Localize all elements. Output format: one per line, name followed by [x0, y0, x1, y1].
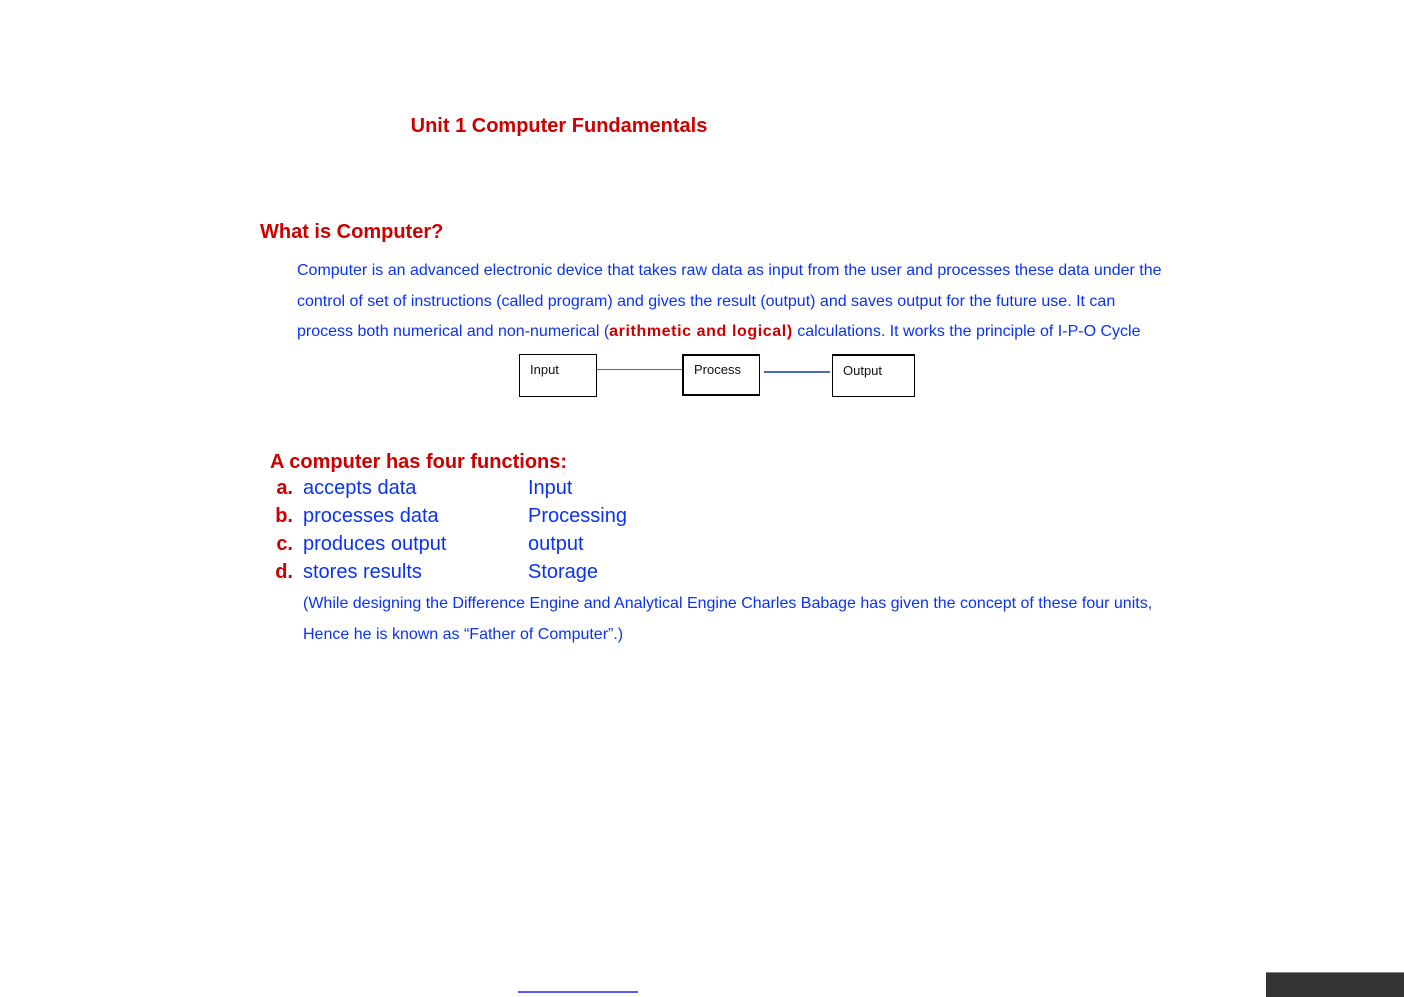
item-desc: stores results [303, 561, 422, 584]
list-item [275, 558, 1160, 586]
ipo-diagram [260, 354, 1160, 400]
list-item [275, 502, 1160, 530]
item-label: b. [275, 505, 293, 528]
diagram-box-process: Process [682, 354, 760, 396]
item-label: d. [275, 561, 293, 584]
item-desc: processes data [303, 505, 439, 528]
item-desc: accepts data [303, 477, 417, 500]
section-heading-functions: A computer has four functions: [270, 451, 568, 474]
diagram-box-output: Output [832, 354, 915, 397]
diagram-box-input: Input [519, 354, 597, 397]
item-label: a. [276, 477, 293, 500]
footer-link-underline[interactable] [518, 991, 638, 993]
connector-line [764, 371, 830, 373]
item-unit: Input [528, 477, 573, 500]
item-unit: output [528, 533, 584, 556]
definition-paragraph [297, 256, 1167, 348]
connector-line [597, 369, 683, 370]
item-desc: produces output [303, 533, 447, 556]
list-item [275, 530, 1160, 558]
item-label: c. [276, 533, 293, 556]
document-content [260, 114, 1160, 650]
functions-list [260, 474, 1160, 586]
paragraph-text-end: calculations. It works the principle of I-P-O Cycle [792, 323, 1141, 341]
page-toolbar[interactable] [1266, 972, 1404, 997]
item-unit: Storage [528, 561, 599, 584]
highlight-text: arithmetic and logical) [609, 323, 793, 341]
paragraph-text: Computer is an advanced electronic device that takes raw data as input from the user and processes these data under the control of set of instructions (called program) and gives the result (output) and saves output for the future use. It can process both numerical and non-numerical ( [297, 262, 1162, 341]
list-item [275, 474, 1160, 502]
item-unit: Processing [528, 505, 627, 528]
babbage-note: (While designing the Difference Engine and Analytical Engine Charles Babage has given the concept of these four units, Hence he is known as “Father of Computer”.) [303, 595, 1153, 644]
page-title: Unit 1 Computer Fundamentals [410, 115, 708, 137]
section-heading-what-is-computer: What is Computer? [260, 221, 444, 243]
